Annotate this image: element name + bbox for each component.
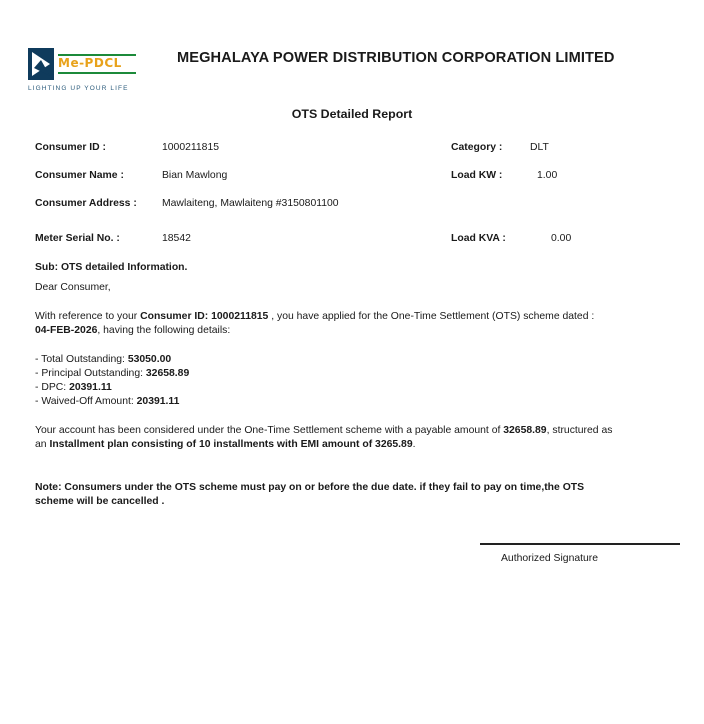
payable-text-f: . [412, 439, 416, 450]
load-kva-label: Load KVA : [451, 233, 506, 244]
reference-consumer-id: Consumer ID: 1000211815 [140, 311, 269, 322]
reference-text-a: With reference to your [35, 311, 141, 322]
detail-waived-off [35, 395, 179, 409]
category-value: DLT [530, 142, 549, 153]
logo-mark-icon [28, 48, 54, 80]
detail-value: 32658.89 [145, 368, 190, 379]
signature-line [480, 543, 680, 545]
note-line-1: Note: Consumers under the OTS scheme must pay on or before the due date. if they fail to pay on time,the OTS [35, 482, 585, 493]
company-logo [28, 48, 136, 98]
greeting: Dear Consumer, [35, 282, 111, 293]
logo-brand: Me-PDCL [58, 56, 122, 70]
company-name: MEGHALAYA POWER DISTRIBUTION CORPORATION LIMITED [177, 50, 615, 66]
reference-line-2 [35, 324, 230, 338]
detail-label: - Principal Outstanding: [35, 368, 146, 379]
detail-dpc [35, 381, 112, 395]
meter-serial-label: Meter Serial No. : [35, 233, 120, 244]
load-kw-label: Load KW : [451, 170, 503, 181]
detail-principal-outstanding [35, 367, 189, 381]
detail-value: 53050.00 [127, 354, 172, 365]
reference-date: 04-FEB-2026 [35, 325, 98, 336]
load-kw-value: 1.00 [537, 170, 558, 181]
logo-rule-bottom [58, 72, 136, 74]
detail-label: - Waived-Off Amount: [35, 396, 137, 407]
logo-tagline: LIGHTING UP YOUR LIFE [28, 85, 129, 92]
payable-line-2 [35, 438, 416, 452]
consumer-id-label: Consumer ID : [35, 142, 107, 153]
subject-line: Sub: OTS detailed Information. [35, 262, 188, 273]
consumer-address-label: Consumer Address : [35, 198, 137, 209]
meter-serial-value: 18542 [162, 233, 191, 244]
payable-line-1 [35, 424, 612, 438]
load-kva-value: 0.00 [551, 233, 572, 244]
report-title: OTS Detailed Report [291, 107, 413, 121]
detail-value: 20391.11 [69, 382, 112, 393]
reference-line-1 [35, 310, 594, 324]
detail-total-outstanding [35, 353, 171, 367]
detail-value: 20391.11 [136, 396, 180, 407]
category-label: Category : [451, 142, 503, 153]
consumer-id-value: 1000211815 [162, 142, 220, 153]
detail-label: - Total Outstanding: [35, 354, 128, 365]
payable-text-a: Your account has been considered under the One-Time Settlement scheme with a payable amount of [35, 425, 504, 436]
installment-plan: Installment plan consisting of 10 installments with EMI amount of 3265.89 [49, 439, 413, 450]
consumer-address-value: Mawlaiteng, Mawlaiteng #3150801100 [162, 198, 339, 209]
payable-text-d: an [35, 439, 50, 450]
payable-text-c: , structured as [546, 425, 613, 436]
authorized-signature-label: Authorized Signature [501, 553, 599, 564]
reference-text-c: , you have applied for the One-Time Settlement (OTS) scheme dated : [268, 311, 595, 322]
detail-label: - DPC: [35, 382, 70, 393]
consumer-name-value: Bian Mawlong [162, 170, 228, 181]
payable-amount: 32658.89 [503, 425, 547, 436]
note-line-2: scheme will be cancelled . [35, 496, 165, 507]
consumer-name-label: Consumer Name : [35, 170, 124, 181]
reference-text-e: , having the following details: [97, 325, 231, 336]
